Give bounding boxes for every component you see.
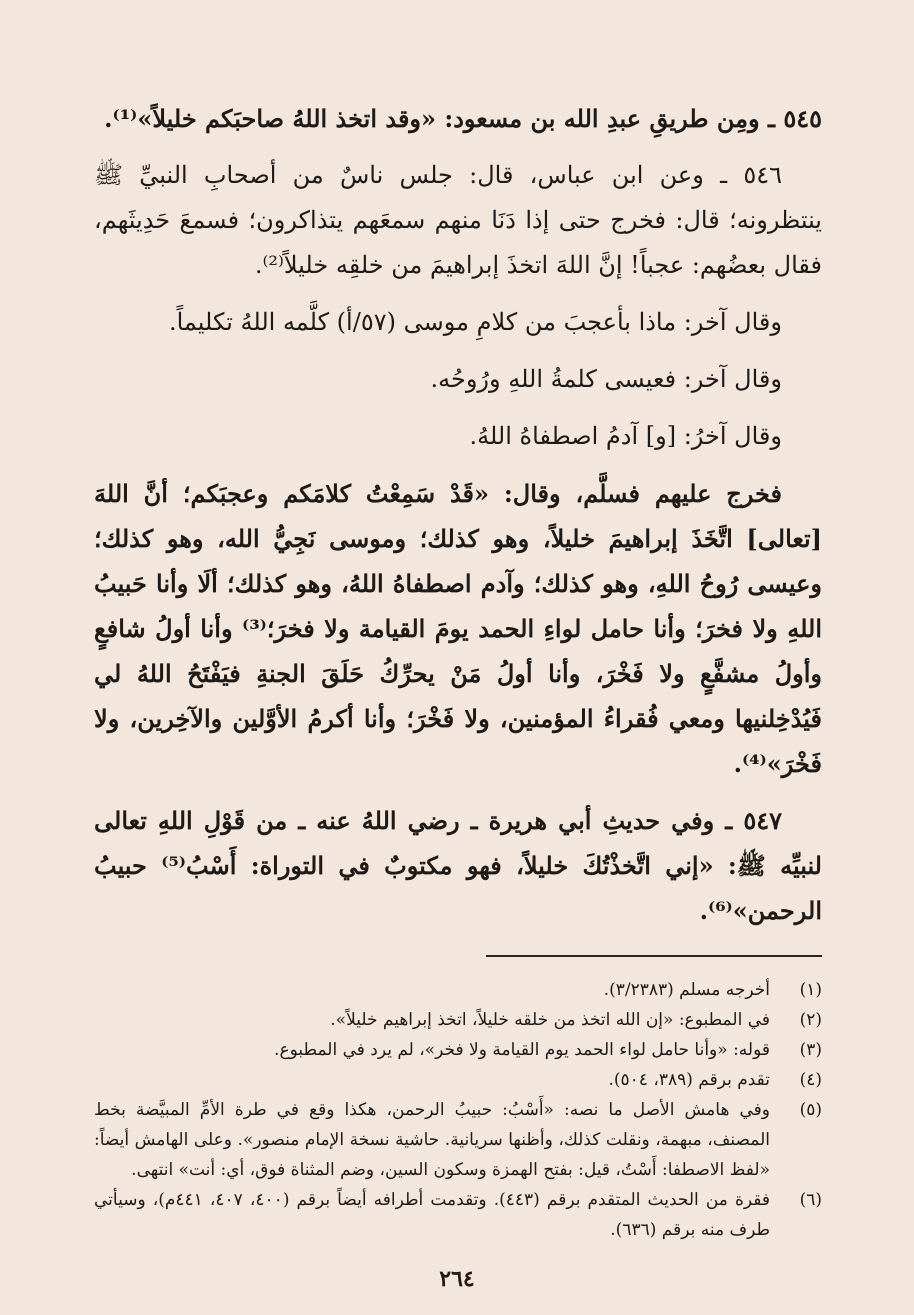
footnote-divider xyxy=(486,955,822,957)
paragraph-hadith-546: ٥٤٦ ـ وعن ابن عباس، قال: جلس ناسٌ من أصحابِ النبيِّ ﷺ ينتظرونه؛ قال: فخرج حتى إذا دَنَا منهم سمعَهم يتذاكرون؛ فسمعَ حَدِيثَهم، فقال بعضُهم: عجباً! إنَّ اللهَ اتخذَ إبراهيمَ من خلقِه خليلاً⁽²⁾. xyxy=(94,161,822,279)
paragraph-hadith-545: ٥٤٥ ـ ومِن طريقِ عبدِ الله بن مسعود: «وقد اتخذ اللهُ صاحبَكم خليلاً»⁽¹⁾. xyxy=(104,104,822,133)
main-text xyxy=(94,96,822,933)
paragraph-other-adam: وقال آخرُ: [و] آدمُ اصطفاهُ اللهُ. xyxy=(469,422,782,450)
footnote-text: فقرة من الحديث المتقدم برقم (٤٤٣). وتقدمت أطرافه أيضاً برقم (٤٠٠، ٤٠٧، ٤٤١م)، وسيأتي طرف منه برقم (٦٣٦). xyxy=(94,1190,771,1240)
footnote-number: (٦) xyxy=(799,1190,822,1210)
footnote-number: (١) xyxy=(799,980,822,1000)
paragraph-other-jesus: وقال آخر: فعيسى كلمةُ اللهِ ورُوحُه. xyxy=(430,365,782,393)
paragraph-other-moses: وقال آخر: ماذا بأعجبَ من كلامِ موسى (٥٧/أ) كلَّمه اللهُ تكليماً. xyxy=(168,308,782,336)
footnote-item xyxy=(94,1005,822,1035)
footnote-text: وفي هامش الأصل ما نصه: «أَسْبُ: حبيبُ الرحمن، هكذا وقع في طرة الأمِّ المبيَّضة بخط المصنف، مبهمة، ونقلت كذلك، وأظنها سريانية. حاشية نسخة الإمام منصور». وعلى الهامش أيضاً: «لفظ الاصطفا: أَسْتُ، قيل: بفتح الهمزة وسكون السين، وضم المثناة فوق، أي: أنت» انتهى. xyxy=(94,1100,770,1180)
footnote-number: (٥) xyxy=(799,1100,822,1120)
footnote-item xyxy=(94,1035,822,1065)
footnote-item xyxy=(94,975,822,1005)
paragraph-hadith-547: ٥٤٧ ـ وفي حديثِ أبي هريرة ـ رضي اللهُ عنه ـ من قَوْلِ اللهِ تعالى لنبيِّه ﷺ: «إني اتَّخذْتُكَ خليلاً، فهو مكتوبٌ في التوراة: أَسْبُ⁽⁵⁾ حبيبُ الرحمن»⁽⁶⁾. xyxy=(94,806,822,925)
footnote-number: (٢) xyxy=(799,1010,822,1030)
footnote-item xyxy=(94,1185,822,1245)
footnote-item xyxy=(94,1065,822,1095)
footnote-text: تقدم برقم (٣٨٩، ٥٠٤). xyxy=(608,1070,770,1090)
footnote-text: أخرجه مسلم (٣/٢٣٨٣). xyxy=(603,980,770,1000)
footnote-item xyxy=(94,1095,822,1185)
page-number: ٢٦٤ xyxy=(439,1266,475,1292)
footnote-text: في المطبوع: «إن الله اتخذ من خلقه خليلاً، اتخذ إبراهيم خليلاً». xyxy=(330,1010,770,1030)
footnote-number: (٣) xyxy=(799,1040,822,1060)
footnote-number: (٤) xyxy=(799,1070,822,1090)
paragraph-prophet-reply: فخرج عليهم فسلَّم، وقال: «قَدْ سَمِعْتُ كلامَكم وعجبَكم؛ أنَّ اللهَ [تعالى] اتَّخَذَ إبراهيمَ خليلاً، وهو كذلك؛ وموسى نَجِيُّ الله، وهو كذلك؛ وعيسى رُوحُ اللهِ، وهو كذلك؛ وآدم اصطفاهُ اللهُ، وهو كذلك؛ ألَا وأنا حَبيبُ اللهِ ولا فخرَ؛ وأنا حامل لواءِ الحمد يومَ القيامة ولا فخرَ؛⁽³⁾ وأنا أولُ شافعٍ وأولُ مشفَّعٍ ولا فَخْرَ، وأنا أولُ مَنْ يحرِّكُ حَلَقَ الجنةِ فيَفْتَحُ اللهُ لي فَيُدْخِلنيها ومعي فُقراءُ المؤمنين، ولا فَخْرَ؛ وأنا أكرمُ الأوَّلين والآخِرين، ولا فَخْرَ»⁽⁴⁾. xyxy=(94,479,822,778)
footnote-text: قوله: «وأنا حامل لواء الحمد يوم القيامة ولا فخر»، لم يرد في المطبوع. xyxy=(274,1040,770,1060)
footnotes xyxy=(94,975,822,1245)
